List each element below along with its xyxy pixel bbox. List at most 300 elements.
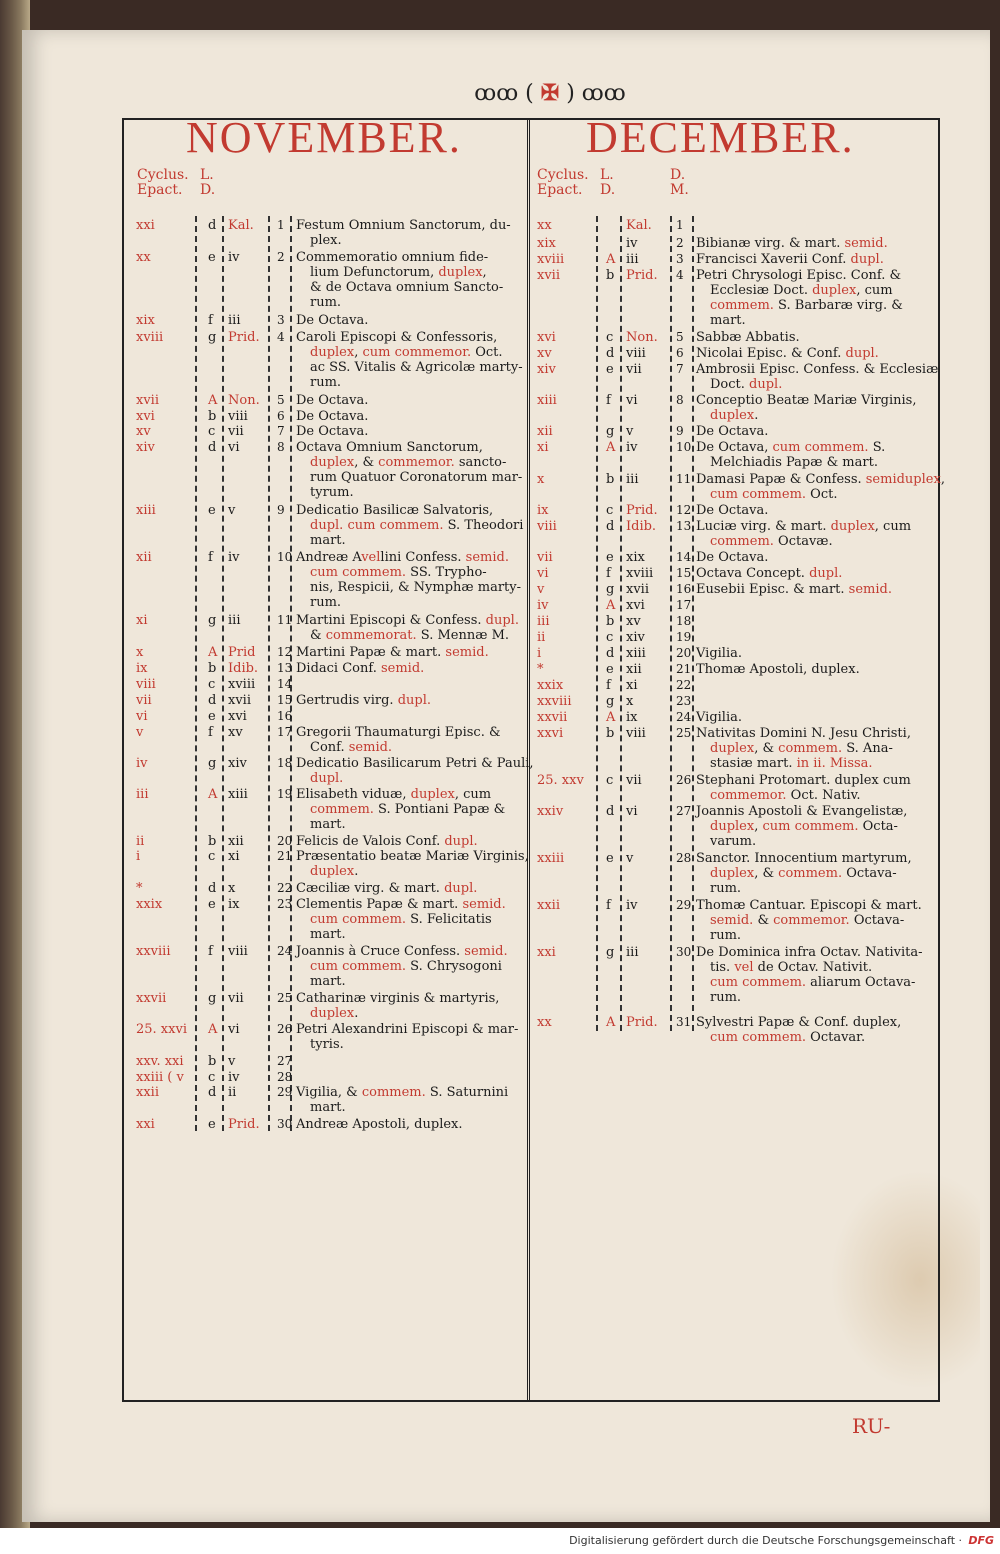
day-number: 10 (277, 550, 293, 564)
feast-text-line: stasiæ mart. in ii. Missa. (710, 756, 873, 771)
day-number: 23 (277, 897, 293, 911)
roman-date: Non. (228, 393, 260, 408)
cyclus-value: xxi (136, 1117, 155, 1132)
dominical-letter: g (606, 945, 615, 960)
feast-text-line: Dedicatio Basilicæ Salvatoris, (296, 503, 494, 518)
dominical-letter: g (208, 613, 217, 628)
dominical-letter: c (606, 330, 614, 345)
dominical-letter: f (208, 550, 213, 565)
roman-date: ix (228, 897, 240, 912)
cross-icon: ✠ (540, 80, 560, 106)
feast-text-line: Dedicatio Basilicarum Petri & Pauli, (296, 756, 534, 771)
day-number: 28 (277, 1070, 293, 1084)
day-number: 15 (277, 693, 293, 707)
feast-text-line: duplex. (710, 408, 759, 423)
cyclus-value: * (136, 881, 143, 896)
roman-date: vii (228, 991, 244, 1006)
roman-date: viii (228, 944, 248, 959)
day-number: 25 (277, 991, 293, 1005)
header-ornament (460, 80, 640, 110)
nov-header-ld: L. D. (200, 167, 216, 198)
roman-date: xi (626, 678, 638, 693)
feast-text-line: commem. Octavæ. (710, 534, 833, 549)
roman-date: iv (626, 440, 638, 455)
roman-date: viii (626, 726, 646, 741)
feast-text-line: cum commem. Oct. (710, 487, 838, 502)
cyclus-value: vi (537, 566, 549, 581)
day-number: 1 (676, 218, 684, 232)
day-number: 21 (277, 849, 293, 863)
feast-text-line: duplex, cum commemor. Oct. (310, 345, 503, 360)
cyclus-value: xxviii (537, 694, 572, 709)
dominical-letter: b (208, 1054, 217, 1069)
cyclus-value: xix (537, 236, 556, 251)
feast-text-line: Thomæ Cantuar. Episcopi & mart. (696, 898, 922, 913)
day-number: 14 (676, 550, 692, 564)
dominical-letter: b (606, 726, 615, 741)
feast-text-line: Sylvestri Papæ & Conf. duplex, (696, 1015, 902, 1030)
feast-text-line: duplex, & commemor. sancto- (310, 455, 507, 470)
dominical-letter: g (606, 582, 615, 597)
day-number: 17 (277, 725, 293, 739)
feast-text-line: Caroli Episcopi & Confessoris, (296, 330, 498, 345)
feast-text-line: Joannis à Cruce Confess. semid. (296, 944, 508, 959)
roman-date: xv (228, 725, 243, 740)
feast-text-line: Cæciliæ virg. & mart. dupl. (296, 881, 478, 896)
cyclus-value: xxi (537, 945, 556, 960)
roman-date: viii (626, 346, 646, 361)
feast-text-line: mart. (310, 974, 346, 989)
roman-date: Idib. (626, 519, 657, 534)
feast-text-line: Conceptio Beatæ Mariæ Virginis, (696, 393, 917, 408)
dominical-letter: d (208, 1085, 217, 1100)
dominical-letter: d (606, 804, 615, 819)
cyclus-value: viii (136, 677, 156, 692)
cyclus-value: 25. xxvi (136, 1022, 187, 1037)
roman-date: xvi (228, 709, 247, 724)
cyclus-value: xvii (537, 268, 560, 283)
day-number: 19 (277, 787, 293, 801)
roman-date: x (626, 694, 634, 709)
roman-date: xix (626, 550, 645, 565)
feast-text-line: De Octava. (696, 503, 769, 518)
cyclus-value: x (537, 472, 545, 487)
dec-header-ld: L. D. (600, 167, 616, 198)
day-number: 16 (676, 582, 692, 596)
cyclus-value: iv (537, 598, 549, 613)
roman-date: iii (228, 313, 241, 328)
dominical-letter: A (606, 710, 616, 725)
feast-text-line: tyris. (310, 1037, 344, 1052)
dec-rule-4 (692, 216, 694, 1031)
roman-date: Prid. (626, 503, 658, 518)
roman-date: xi (228, 849, 240, 864)
feast-text-line: De Octava. (696, 424, 769, 439)
footer-text: Digitalisierung gefördert durch die Deutsche Forschungsgemeinschaft · (569, 1534, 962, 1547)
day-number: 22 (277, 881, 293, 895)
roman-date: xii (626, 662, 642, 677)
feast-text-line: & commemorat. S. Mennæ M. (310, 628, 510, 643)
dominical-letter: A (606, 440, 616, 455)
cyclus-value: xxvii (537, 710, 568, 725)
day-number: 22 (676, 678, 692, 692)
day-number: 10 (676, 440, 692, 454)
dominical-letter: g (208, 756, 217, 771)
feast-text-line: mart. (710, 313, 746, 328)
feast-text-line: Nicolai Episc. & Conf. dupl. (696, 346, 879, 361)
day-number: 2 (277, 250, 285, 264)
feast-text-line: Bibianæ virg. & mart. semid. (696, 236, 888, 251)
dominical-letter: d (208, 440, 217, 455)
feast-text-line: mart. (310, 927, 346, 942)
feast-text-line: cum commem. S. Chrysogoni (310, 959, 502, 974)
dominical-letter: f (208, 944, 213, 959)
dominical-letter: b (606, 472, 615, 487)
day-number: 24 (277, 944, 293, 958)
day-number: 7 (277, 424, 285, 438)
feast-text-line: rum. (710, 881, 742, 896)
roman-date: xviii (626, 566, 654, 581)
cyclus-value: vi (136, 709, 148, 724)
day-number: 18 (676, 614, 692, 628)
feast-text-line: Gregorii Thaumaturgi Episc. & (296, 725, 501, 740)
feast-text-line: duplex, cum commem. Octa- (710, 819, 898, 834)
cyclus-value: * (537, 662, 544, 677)
roman-date: vii (228, 424, 244, 439)
roman-date: Prid (228, 645, 256, 660)
feast-text-line: dupl. cum commem. S. Theodori (310, 518, 524, 533)
feast-text-line: duplex, & commem. Octava- (710, 866, 897, 881)
feast-text-line: tyrum. (310, 485, 354, 500)
feast-text-line: Gertrudis virg. dupl. (296, 693, 432, 708)
feast-text-line: Thomæ Apostoli, duplex. (696, 662, 860, 677)
day-number: 2 (676, 236, 684, 250)
cyclus-value: ii (537, 630, 546, 645)
feast-text-line: Didaci Conf. semid. (296, 661, 425, 676)
cyclus-value: xxv. xxi (136, 1054, 184, 1069)
feast-text-line: Clementis Papæ & mart. semid. (296, 897, 506, 912)
feast-text-line: Sanctor. Innocentium martyrum, (696, 851, 912, 866)
roman-date: Prid. (228, 330, 260, 345)
cyclus-value: vii (136, 693, 152, 708)
footer-bar (0, 1528, 1000, 1554)
feast-text-line: Sabbæ Abbatis. (696, 330, 800, 345)
dec-rule-3 (670, 216, 672, 1031)
dominical-letter: e (606, 362, 614, 377)
dominical-letter: b (606, 268, 615, 283)
feast-text-line: Ecclesiæ Doct. duplex, cum (710, 283, 893, 298)
roman-date: ii (228, 1085, 237, 1100)
december-title: DECEMBER. (586, 113, 855, 162)
dominical-letter: A (208, 1022, 218, 1037)
dominical-letter: g (606, 694, 615, 709)
dominical-letter: d (606, 346, 615, 361)
dec-rule-1 (596, 216, 598, 1031)
dominical-letter: A (208, 393, 218, 408)
cyclus-value: xxiii ( v (136, 1070, 184, 1085)
cyclus-value: xxvi (537, 726, 564, 741)
feast-text-line: Vigilia. (696, 710, 742, 725)
dominical-letter: g (208, 991, 217, 1006)
catchword: RU- (852, 1414, 891, 1438)
cyclus-value: xii (537, 424, 553, 439)
feast-text-line: De Octava, cum commem. S. (696, 440, 886, 455)
day-number: 11 (676, 472, 692, 486)
cyclus-value: 25. xxv (537, 773, 584, 788)
day-number: 26 (277, 1022, 293, 1036)
cyclus-value: v (136, 725, 144, 740)
feast-text-line: Luciæ virg. & mart. duplex, cum (696, 519, 912, 534)
day-number: 20 (676, 646, 692, 660)
feast-text-line: Francisci Xaverii Conf. dupl. (696, 252, 884, 267)
day-number: 21 (676, 662, 692, 676)
feast-text-line: Petri Alexandrini Episcopi & mar- (296, 1022, 519, 1037)
dec-header-cyclus: Cyclus. Epact. (537, 167, 589, 198)
cyclus-value: xiii (136, 503, 156, 518)
day-number: 6 (277, 409, 285, 423)
feast-text-line: mart. (310, 533, 346, 548)
cyclus-value: xx (136, 250, 151, 265)
ornament-right: ) ꝏꝏ (566, 81, 626, 106)
day-number: 3 (676, 252, 684, 266)
roman-date: xiii (626, 646, 646, 661)
day-number: 12 (676, 503, 692, 517)
feast-text-line: Festum Omnium Sanctorum, du- (296, 218, 511, 233)
feast-text-line: rum. (310, 595, 342, 610)
roman-date: iv (228, 1070, 240, 1085)
feast-text-line: De Octava. (296, 313, 369, 328)
dominical-letter: g (606, 424, 615, 439)
day-number: 29 (277, 1085, 293, 1099)
day-number: 12 (277, 645, 293, 659)
feast-text-line: Eusebii Episc. & mart. semid. (696, 582, 892, 597)
day-number: 18 (277, 756, 293, 770)
cyclus-value: ix (136, 661, 148, 676)
nov-rule-3 (268, 216, 270, 1131)
feast-text-line: Martini Papæ & mart. semid. (296, 645, 489, 660)
cyclus-value: xvii (136, 393, 159, 408)
cyclus-value: xxii (136, 1085, 159, 1100)
day-number: 11 (277, 613, 293, 627)
roman-date: xiv (228, 756, 247, 771)
day-number: 4 (676, 268, 684, 282)
feast-text-line: cum commem. SS. Trypho- (310, 565, 487, 580)
dominical-letter: c (606, 503, 614, 518)
day-number: 6 (676, 346, 684, 360)
roman-date: xvi (626, 598, 645, 613)
dec-rule-2 (620, 216, 622, 1031)
feast-text-line: duplex. (310, 864, 359, 879)
roman-date: iv (626, 236, 638, 251)
day-number: 27 (676, 804, 692, 818)
dominical-letter: f (606, 678, 611, 693)
nov-rule-2 (222, 216, 224, 1131)
cyclus-value: xviii (136, 330, 164, 345)
day-number: 24 (676, 710, 692, 724)
cyclus-value: xv (136, 424, 151, 439)
cyclus-value: iii (537, 614, 550, 629)
cyclus-value: ii (136, 834, 145, 849)
feast-text-line: Ambrosii Episc. Confess. & Ecclesiæ (696, 362, 939, 377)
roman-date: iii (626, 252, 639, 267)
dominical-letter: c (208, 849, 216, 864)
feast-text-line: Joannis Apostoli & Evangelistæ, (696, 804, 908, 819)
cyclus-value: x (136, 645, 144, 660)
feast-text-line: plex. (310, 233, 342, 248)
feast-text-line: Commemoratio omnium fide- (296, 250, 489, 265)
feast-text-line: Octava Omnium Sanctorum, (296, 440, 483, 455)
feast-text-line: Catharinæ virginis & martyris, (296, 991, 500, 1006)
feast-text-line: commem. S. Barbaræ virg. & (710, 298, 903, 313)
feast-text-line: dupl. (310, 771, 344, 786)
roman-date: xiv (626, 630, 645, 645)
cyclus-value: iii (136, 787, 149, 802)
day-number: 28 (676, 851, 692, 865)
dominical-letter: f (606, 898, 611, 913)
feast-text-line: duplex, & commem. S. Ana- (710, 741, 893, 756)
dfg-logo: DFG (968, 1534, 994, 1547)
feast-text-line: De Octava. (296, 409, 369, 424)
roman-date: xiii (228, 787, 248, 802)
dominical-letter: d (606, 646, 615, 661)
cyclus-value: xxviii (136, 944, 171, 959)
feast-text-line: Felicis de Valois Conf. dupl. (296, 834, 478, 849)
roman-date: iii (626, 472, 639, 487)
day-number: 20 (277, 834, 293, 848)
dominical-letter: e (208, 250, 216, 265)
feast-text-line: Conf. semid. (310, 740, 393, 755)
feast-text-line: cum commem. aliarum Octava- (710, 975, 916, 990)
day-number: 3 (277, 313, 285, 327)
cyclus-value: iv (136, 756, 148, 771)
day-number: 15 (676, 566, 692, 580)
cyclus-value: ix (537, 503, 549, 518)
feast-text-line: semid. & commemor. Octava- (710, 913, 905, 928)
dominical-letter: c (208, 677, 216, 692)
day-number: 8 (676, 393, 684, 407)
dominical-letter: d (208, 693, 217, 708)
cyclus-value: xx (537, 218, 552, 233)
roman-date: iii (228, 613, 241, 628)
feast-text-line: cum commem. Octavar. (710, 1030, 866, 1045)
feast-text-line: Martini Episcopi & Confess. dupl. (296, 613, 519, 628)
roman-date: x (228, 881, 236, 896)
dominical-letter: d (606, 519, 615, 534)
cyclus-value: xxix (537, 678, 564, 693)
roman-date: xv (626, 614, 641, 629)
dominical-letter: g (208, 330, 217, 345)
feast-text-line: Damasi Papæ & Confess. semiduplex, (696, 472, 945, 487)
feast-text-line: rum. (710, 928, 742, 943)
nov-header-cyclus: Cyclus. Epact. (137, 167, 189, 198)
feast-text-line: Vigilia. (696, 646, 742, 661)
roman-date: Prid. (626, 1015, 658, 1030)
november-title: NOVEMBER. (186, 113, 462, 162)
day-number: 19 (676, 630, 692, 644)
roman-date: v (228, 503, 236, 518)
feast-text-line: Melchiadis Papæ & mart. (710, 455, 878, 470)
feast-text-line: ac SS. Vitalis & Agricolæ marty- (310, 360, 523, 375)
dec-header-dm: D. M. (670, 167, 689, 198)
feast-text-line: rum Quatuor Coronatorum mar- (310, 470, 523, 485)
day-number: 9 (277, 503, 285, 517)
roman-date: viii (228, 409, 248, 424)
dominical-letter: c (606, 630, 614, 645)
day-number: 8 (277, 440, 285, 454)
dominical-letter: e (208, 897, 216, 912)
roman-date: vii (626, 773, 642, 788)
cyclus-value: xiii (537, 393, 557, 408)
roman-date: vi (228, 440, 240, 455)
roman-date: iv (228, 550, 240, 565)
dominical-letter: e (606, 851, 614, 866)
roman-date: Kal. (626, 218, 652, 233)
dominical-letter: A (208, 645, 218, 660)
roman-date: v (626, 424, 634, 439)
roman-date: Non. (626, 330, 658, 345)
day-number: 31 (676, 1015, 692, 1029)
dominical-letter: f (208, 313, 213, 328)
feast-text-line: De Octava. (696, 550, 769, 565)
feast-text-line: duplex. (310, 1006, 359, 1021)
dominical-letter: c (606, 773, 614, 788)
day-number: 17 (676, 598, 692, 612)
feast-text-line: rum. (710, 990, 742, 1005)
roman-date: Prid. (228, 1117, 260, 1132)
day-number: 16 (277, 709, 293, 723)
cyclus-value: xii (136, 550, 152, 565)
roman-date: vi (228, 1022, 240, 1037)
cyclus-value: i (537, 646, 542, 661)
day-number: 30 (277, 1117, 293, 1131)
feast-text-line: De Dominica infra Octav. Nativita- (696, 945, 923, 960)
feast-text-line: Doct. dupl. (710, 377, 783, 392)
roman-date: ix (626, 710, 638, 725)
dominical-letter: b (208, 661, 217, 676)
dominical-letter: e (208, 1117, 216, 1132)
cyclus-value: i (136, 849, 141, 864)
roman-date: iv (228, 250, 240, 265)
day-number: 25 (676, 726, 692, 740)
cyclus-value: viii (537, 519, 557, 534)
roman-date: v (228, 1054, 236, 1069)
roman-date: vii (626, 362, 642, 377)
roman-date: xvii (228, 693, 251, 708)
nov-rule-1 (195, 216, 197, 1131)
cyclus-value: xiv (537, 362, 556, 377)
feast-text-line: cum commem. S. Felicitatis (310, 912, 492, 927)
cyclus-value: xv (537, 346, 552, 361)
day-number: 27 (277, 1054, 293, 1068)
feast-text-line: Vigilia, & commem. S. Saturnini (296, 1085, 509, 1100)
day-number: 13 (676, 519, 692, 533)
dominical-letter: d (208, 218, 217, 233)
feast-text-line: commem. S. Pontiani Papæ & (310, 802, 506, 817)
day-number: 23 (676, 694, 692, 708)
dominical-letter: b (208, 834, 217, 849)
dominical-letter: d (208, 881, 217, 896)
day-number: 5 (676, 330, 684, 344)
feast-text-line: Elisabeth viduæ, duplex, cum (296, 787, 492, 802)
feast-text-line: mart. (310, 817, 346, 832)
dominical-letter: f (208, 725, 213, 740)
cyclus-value: xi (136, 613, 148, 628)
cyclus-value: xxiv (537, 804, 564, 819)
feast-text-line: tis. vel de Octav. Nativit. (710, 960, 873, 975)
cyclus-value: vii (537, 550, 553, 565)
roman-date: vi (626, 804, 638, 819)
dominical-letter: e (208, 709, 216, 724)
